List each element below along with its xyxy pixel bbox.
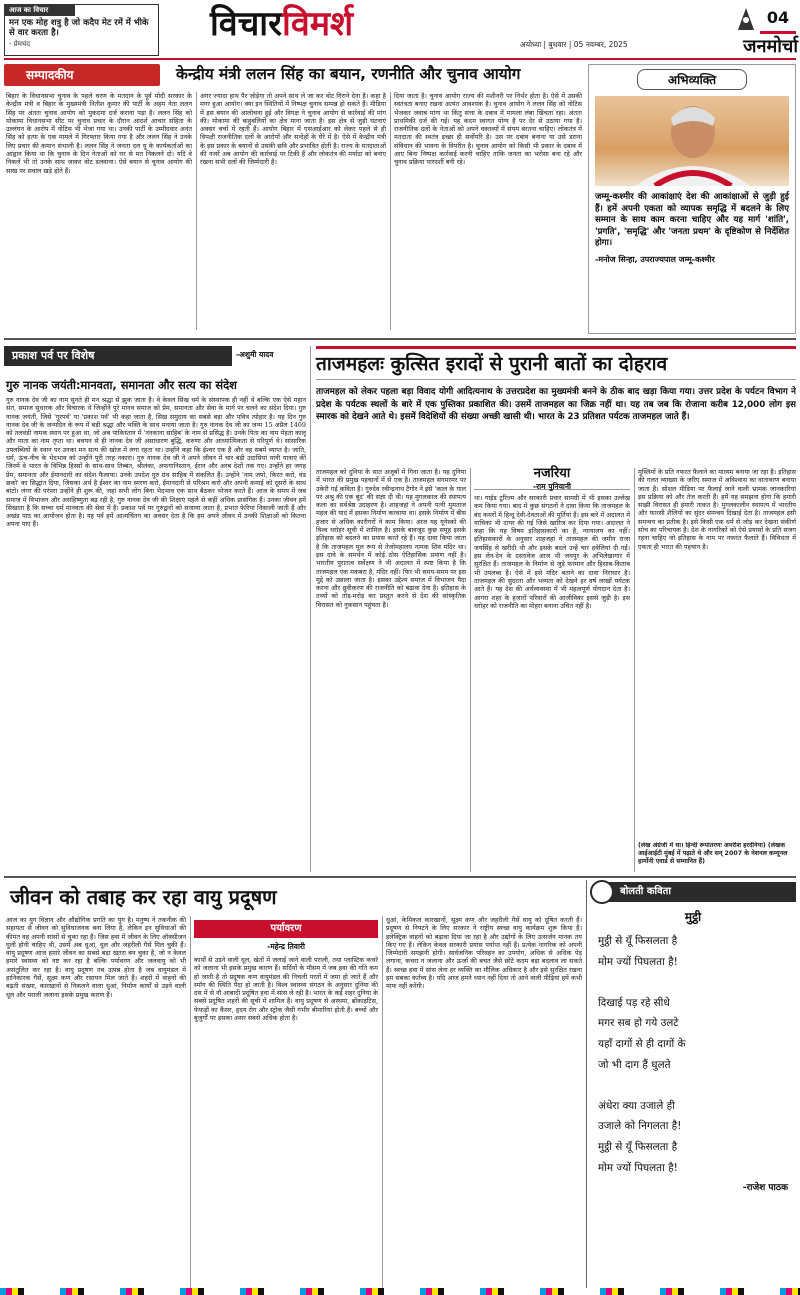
- nazariya-byline: -राम पुनियानी: [533, 482, 571, 491]
- poem-lines: [590, 931, 796, 1178]
- tajmahal-intro: ताजमहल को लेकर पहला बड़ा विवाद योगी आदित्यनाथ के उत्तरप्रदेश का मुख्यमंत्री बनने के ठीक बाद खड़ा किया गया। उत्तर प्रदेश के पर्यटन विभाग ने प्रदेश के पर्यटक स्थलों के बारे में एक पुस्तिका प्रकाशित की। उसमें ताजमहल का जिक्र नहीं था। यह तब जब कि रोजाना करीब 12,000 लोग इस स्मारक को देखने आते थे। इसमें विदेशियों की संख्या अच्छी खासी थी। भारत के 23 प्रतिशत पर्यटक ताजमहल जाते हैं।: [316, 387, 796, 422]
- registration-marks: [0, 1288, 800, 1295]
- editorial-column-2: अगर ज्यादा हाथ पैर जोड़ेगा तो अपने साथ ले जा कर वोट गिराने देना है। कहा है मगर हुआ आयोग। क्या इन स्थितियों में निष्पक्ष चुनाव सम्पन्न हो सकते हैं। मीडिया में इस बयान की आलोचना हुई और विपक्ष ने चुनाव आयोग से कार्रवाई की मांग की। मोकामा की बाहुबलियों का क्षेत्र माना जाता है। इस क्षेत्र से जुड़ी घटनाएं अक्सर चर्चा में रहती हैं। आयोग बिहार में एसआईआर को लेकर पहले से ही विपक्षी राजनीतिक दलों के आरोपों और सन्देहों के घेरे में है। ऐसे में केन्द्रीय मंत्री के इस प्रकार के बयानों से उसकी छवि और प्रभावित होती है। राज्य के मतदाताओं की नजरें अब आयोग की कार्रवाई पर टिकी हैं और लोकतंत्र की मर्यादा को बनाए रखना सभी दलों की जिम्मेदारी है।: [200, 92, 386, 167]
- prakash-parv-band: [4, 346, 232, 366]
- poem-author: -राजेश पाठक: [742, 1183, 788, 1194]
- masthead-brand: [210, 2, 353, 46]
- quote-of-day-author: - प्रेमचंद: [9, 40, 31, 48]
- abhivyakti-author: -मनोज सिन्हा, उपराज्यपाल जम्मू-कश्मीर: [595, 254, 715, 264]
- pollution-band-label: पर्यावरण: [270, 923, 302, 934]
- tajmahal-column-right: मुस्लिमों के प्रति नफरत फैलाने का माध्यम बनाया जा रहा है। इतिहास की गलत व्याख्या के जरिए समाज में अविश्वास का वातावरण बनाया जाता है। सोशल मीडिया पर फैलाई जाने वाली भ्रामक जानकारियां इस प्रक्रिया को और तेज करती हैं। हमें यह समझना होगा कि हमारी साझी विरासत ही हमारी ताकत है। मुगलकालीन स्थापत्य में भारतीय और फारसी शैलियों का सुंदर समन्वय दिखाई देता है। ताजमहल इसी समन्वय का प्रतीक है। इसे किसी एक धर्म से जोड़ कर देखना संकीर्ण सोच का परिचायक है। देश के नागरिकों को ऐसे प्रयासों के प्रति सजग रहना चाहिए जो इतिहास के नाम पर नफरत फैलाते हैं। विविधता में एकता ही भारत की पहचान है।: [638, 468, 796, 551]
- poem-line: यहाँ दागों से ही दागों के: [598, 1037, 686, 1050]
- pollution-byline: -महेन्द्र तिवारी: [267, 942, 305, 951]
- prakash-parv-label: प्रकाश पर्व पर विशेष: [12, 349, 95, 362]
- tajmahal-column-mid: था। गाईड टूरिज्म और सरकारी प्रचार सामग्री में भी इसका उल्लेख कम किया गया। बाद में कुछ संगठनों ने दावा किया कि ताजमहल के बंद कमरों में हिन्दू देवी-देवताओं की मूर्तियां हैं। इस बारे में अदालत में याचिका भी दायर की गई जिसे खारिज कर दिया गया। अदालत ने कहा कि यह विषय इतिहासकारों का है, न्यायालय का नहीं। इतिहासकारों के अनुसार शाहजहां ने ताजमहल की जमीन राजा जयसिंह से खरीदी थी और इसके बदले उन्हें चार हवेलियां दी गईं। इस लेन-देन के दस्तावेज आज भी जयपुर के अभिलेखागार में सुरक्षित हैं। ताजमहल के निर्माण से जुड़े फरमान और हिसाब-किताब भी उपलब्ध हैं। ऐसे में इसे मंदिर बताने का दावा निराधार है। ताजमहल की सुंदरता और भव्यता को देखने हर वर्ष लाखों पर्यटक आते हैं। यह देश की अर्थव्यवस्था में भी महत्वपूर्ण योगदान देता है। आगरा शहर के हजारों परिवारों की आजीविका इससे जुड़ी है। इस धरोहर को राजनीति का मोहरा बनाना उचित नहीं है।: [474, 494, 630, 610]
- abhivyakti-label: अभिव्यक्ति: [637, 69, 747, 90]
- poem-line: [598, 1075, 796, 1096]
- poem-line: उजाले को निगलता है!: [598, 1120, 682, 1133]
- quote-of-day-label: आज का विचार: [5, 5, 75, 16]
- editorial-column-1: बिहार के विधानसभा चुनाव के पहले चरण के मतदान के पूर्व मोदी सरकार के केन्द्रीय मंत्री व बिहार के मुख्यमंत्री नितीश कुमार की पार्टी के अहम नेता ललन सिंह पर अंततः चुनाव आयोग को मुकदमा दर्ज कराना पड़ा है। ललन सिंह को मोकामा विधानसभा सीट पर चुनाव प्रचार के दौरान आदर्श आचार संहिता के उल्लंघन के आरोप में नोटिस भी भेजा गया था। उनकी पार्टी के उम्मीदवार अनंत सिंह को हत्या के एक मामले में गिरफ्तार किया गया है और ललन सिंह ने उनके लिए प्रचार की कमान संभाली है। ललन सिंह ने जनता दल यू के कार्यकर्ताओं का आह्वान किया था कि चुनाव के दिन नेताओं को घर से मत निकलने दो। यदि वे निकलें भी तो उनके साथ जाकर वोट डलवाना। ऐसे बयान से चुनाव आयोग की साख पर सवाल खड़े होते हैं।: [6, 92, 192, 175]
- abhivyakti-box: [588, 64, 796, 334]
- prakash-parv-byline: -अशुमी यादव: [236, 350, 274, 359]
- quote-of-day-text: मन एक मोह शत्रु है जो कदैप मेट रमें में भीके से वार करता है।: [9, 18, 149, 38]
- pollution-headline: जीवन को तबाह कर रहा वायु प्रदूषण: [10, 885, 277, 909]
- poem-line: अंधेरा क्या उजाले ही: [598, 1099, 675, 1112]
- paper-name: जनमोर्चा: [743, 36, 798, 57]
- prakash-parv-headline: गुरु नानक जयंती:मानवता, समानता और सत्य का संदेश: [6, 378, 237, 392]
- tajmahal-headline: ताजमहलः कुत्सित इरादों से पुरानी बातों का दोहराव: [316, 346, 796, 380]
- poem-line: जो भी दाग हैं धुलते: [598, 1058, 671, 1071]
- tajmahal-footnote: (लेख अंग्रेजी में था। हिन्दी रूपांतरणः अमरीश हरदेनिया) (लेखक आईआईटी मुंबई में पढ़ाते थे और सन् 2007 के नेशनल कम्यूनल हार्मोनी एवार्ड से सम्मानित हैं): [638, 842, 788, 865]
- nazariya-box: [474, 466, 630, 490]
- poem-band-icon: [590, 880, 614, 904]
- dateline-bar: [520, 40, 670, 50]
- dateline: अयोध्या | बुधवार | 05 नवम्बर, 2025: [520, 40, 628, 49]
- quote-of-day-box: [4, 4, 159, 56]
- editorial-column-3: दिया जाता है। चुनाव आयोग राज्य की मशीनरी पर निर्भर होता है। ऐसे में उसकी स्वतंत्रता बनाए रखना अत्यंत आवश्यक है। चुनाव आयोग ने ललन सिंह को नोटिस भेजकर जवाब मांगा था किंतु सत्ता के दबाव में मामला लंबा खिंचता रहा। अंततः प्राथमिकी दर्ज की गई। यह कदम स्वागत योग्य है पर देर से उठाया गया है। राजनीतिक दलों के नेताओं को अपने वक्तव्यों में संयम बरतना चाहिए। लोकतंत्र में मतदाता की स्वतंत्र इच्छा ही सर्वोपरि है। उस पर दबाव बनाना या उसे डराना संविधान की भावना के विपरीत है। चुनाव आयोग को किसी भी प्रकार के दबाव में आए बिना निष्पक्ष कार्रवाई करनी चाहिए ताकि जनता का भरोसा बना रहे और चुनाव प्रक्रिया पारदर्शी बनी रहे।: [394, 92, 582, 167]
- poem-line: मुट्ठी से यूँ फिसलता है: [598, 1140, 678, 1153]
- tajmahal-column-left: ताजमहल को दुनिया के सात अजूबों में गिना जाता है। यह दुनिया में भारत की प्रमुख पहचानों में से एक है। ताजमहल संगमरमर पर उकेरी गई कविता है। गुरुदेव रवीन्द्रनाथ टैगोर ने इसे 'काल के गाल पर अश्रु की एक बूंद' की संज्ञा दी थी। यह मुगलकाल की स्थापत्य कला का सर्वश्रेष्ठ उदाहरण है। शाहजहां ने अपनी पत्नी मुमताज महल की याद में इसका निर्माण करवाया था। इसके निर्माण में बीस हजार से अधिक कारीगरों ने काम किया। आज यह यूनेस्को की विश्व धरोहर सूची में शामिल है। इसके बावजूद कुछ समूह इसके इतिहास को बदलने का प्रयास करते रहे हैं। यह दावा किया जाता है कि ताजमहल मूल रूप से तेजोमहालय नामक शिव मंदिर था। इस दावे के समर्थन में कोई ठोस ऐतिहासिक प्रमाण नहीं है। भारतीय पुरातत्व सर्वेक्षण ने भी अदालत में स्पष्ट किया है कि ताजमहल एक मकबरा है, मंदिर नहीं। फिर भी समय-समय पर इस मुद्दे को उछाला जाता है। इसका उद्देश्य समाज में विभाजन पैदा करना और ध्रुवीकरण की राजनीति को बढ़ावा देना है। इतिहास के तथ्यों को तोड़-मरोड़ कर प्रस्तुत करने से देश की सांस्कृतिक विरासत को नुकसान पहुंचता है।: [316, 468, 466, 609]
- nazariya-label: नजरिया: [533, 466, 571, 481]
- brand-right: विमर्श: [282, 4, 354, 44]
- poem-line: दिखाई पड़ रहे सीधे: [598, 996, 670, 1009]
- pollution-band: [194, 920, 378, 938]
- page-number: 04: [766, 8, 790, 27]
- pollution-column-1: आज का युग विज्ञान और औद्योगिक प्रगति का युग है। मनुष्य ने तकनीक की सहायता से जीवन को सुविधाजनक बना लिया है, लेकिन इन सुविधाओं की कीमत वह अपनी सांसों से चुका रहा है। जिस हवा में जीवन के लिए ऑक्सीजन घुली होनी चाहिए थी, उसमें अब धुआं, धूल और जहरीली गैसें मिल चुकी हैं। वायु प्रदूषण आज हमारे जीवन का सबसे बड़ा खतरा बन चुका है, जो न केवल हमारे स्वास्थ्य को नष्ट कर रहा है बल्कि पर्यावरण और जलवायु को भी असंतुलित कर रहा है। वायु प्रदूषण तब उत्पन्न होता है जब वायुमंडल में हानिकारक गैसें, सूक्ष्म कण और रसायन मिल जाते हैं। शहरों में वाहनों की बढ़ती संख्या, कारखानों से निकलने वाला धुआं, निर्माण कार्यों से उड़ने वाली धूल और पराली जलाना इसके प्रमुख कारण हैं।: [6, 916, 186, 999]
- poem-line: मोम ज्यों पिघलता है!: [598, 1161, 678, 1174]
- poem-box: [590, 882, 796, 1288]
- editorial-label: सम्पादकीय: [26, 68, 74, 82]
- poem-line: मुट्ठी से यूँ फिसलता है: [598, 935, 678, 947]
- poem-line: मोम ज्यों पिघलता है!: [598, 955, 678, 968]
- editorial-label-box: [4, 64, 160, 86]
- editorial-headline: केन्द्रीय मंत्री ललन सिंह का बयान, रणनीति और चुनाव आयोग: [176, 65, 521, 83]
- abhivyakti-portrait: [595, 96, 789, 186]
- prakash-parv-body: गुरु नानक देव जी का नाम सुनते ही मन श्रद्धा से झुक जाता है। वे केवल सिख धर्म के संस्थापक ही नहीं थे बल्कि एक ऐसे महान संत, समाज सुधारक और विचारक थे जिन्होंने पूरे मानव समाज को प्रेम, समानता और सेवा के मार्ग पर चलने का संदेश दिया। गुरु नानक जयंती, जिसे 'गुरपर्व' या 'प्रकाश पर्व' भी कहा जाता है, सिख समुदाय का सबसे बड़ा और पवित्र त्योहार है। यह दिन गुरु नानक देव जी के जन्मदिन के रूप में बड़ी श्रद्धा और भक्ति के साथ मनाया जाता है। गुरु नानक देव जी का जन्म 15 अप्रैल 1469 को तलवंडी नामक स्थान पर हुआ था, जो अब पाकिस्तान में 'ननकाना साहिब' के नाम से प्रसिद्ध है। उनके पिता का नाम मेहता कालू और माता का नाम तृप्ता था। बचपन से ही नानक देव जी असाधारण बुद्धि, करुणा और आध्यात्मिकता से परिपूर्ण थे। सांसारिक उपलब्धियों के स्थान पर उनका मन सत्य की खोज में लगा रहता था। उन्होंने कहा कि ईश्वर एक है और वह सबमें व्याप्त है। जाति, धर्म, ऊंच-नीच के भेदभाव को उन्होंने पूरी तरह नकारा। गुरु नानक देव जी ने अपने जीवन में चार बड़ी उदासियां यानी यात्राएं कीं जिनमें वे भारत के विभिन्न हिस्सों के साथ-साथ तिब्बत, श्रीलंका, अफगानिस्तान, ईरान और अरब देशों तक गए। उन्होंने हर जगह प्रेम, समानता और ईमानदारी का संदेश फैलाया। उनके उपदेश गुरु ग्रंथ साहिब में संकलित हैं। उन्होंने 'नाम जपो, किरत करो, वंड छको' का सिद्धांत दिया, जिसका अर्थ है ईश्वर का नाम स्मरण करो, ईमानदारी से परिश्रम करो और अपनी कमाई को दूसरों के साथ बांटो। लंगर की परंपरा उन्होंने ही शुरू की, जहां सभी लोग बिना भेदभाव एक साथ बैठकर भोजन करते हैं। आज के समय में जब समाज में विभाजन और असहिष्णुता बढ़ रही है, गुरु नानक देव जी की शिक्षाएं पहले से कहीं अधिक प्रासंगिक हैं। उनका जीवन हमें सिखाता है कि सच्चा धर्म मानवता की सेवा में है। प्रकाश पर्व पर गुरुद्वारों को सजाया जाता है, प्रभात फेरियां निकाली जाती हैं और अखंड पाठ का आयोजन होता है। यह पर्व हमें आत्मचिंतन का अवसर देता है कि हम अपने जीवन में उनकी शिक्षाओं को कितना अपना पाए हैं।: [6, 396, 306, 529]
- page-number-box: [760, 6, 796, 34]
- poem-title: मुट्ठी: [684, 910, 702, 924]
- pollution-column-3: धुआं, केमिकल कारखानों, सूक्ष्म कण और जहरीली गैसें वायु को दूषित करती हैं। प्रदूषण से निपटने के लिए सरकार ने राष्ट्रीय स्वच्छ वायु कार्यक्रम शुरू किया है। इलेक्ट्रिक वाहनों को बढ़ावा दिया जा रहा है और उद्योगों के लिए उत्सर्जन मानक तय किए गए हैं। लेकिन केवल सरकारी प्रयास पर्याप्त नहीं हैं। प्रत्येक नागरिक को अपनी जिम्मेदारी समझनी होगी। सार्वजनिक परिवहन का उपयोग, अधिक से अधिक पेड़ लगाना, कचरा न जलाना और ऊर्जा की बचत जैसे छोटे कदम बड़ा बदलाव ला सकते हैं। स्वच्छ हवा में सांस लेना हर व्यक्ति का मौलिक अधिकार है और इसे सुरक्षित रखना हम सबका कर्तव्य है। यदि आज हमने ध्यान नहीं दिया तो आने वाली पीढ़ियां हमें कभी माफ नहीं करेंगी।: [386, 916, 582, 991]
- pollution-column-2: कार्यों से उड़ने वाली धूल, खेतों में जलाई जाने वाली पराली, तथा प्लास्टिक कचरे को जलाना भी इसके प्रमुख कारण हैं। सर्दियों के मौसम में जब हवा की गति कम हो जाती है तो प्रदूषक कण वायुमंडल की निचली परतों में जमा हो जाते हैं और स्मॉग की स्थिति पैदा हो जाती है। विश्व स्वास्थ्य संगठन के अनुसार दुनिया की दस में से नौ आबादी प्रदूषित हवा में सांस ले रही है। भारत के कई शहर दुनिया के सबसे प्रदूषित शहरों की सूची में शामिल हैं। वायु प्रदूषण से अस्थमा, ब्रोंकाइटिस, फेफड़ों का कैंसर, हृदय रोग और स्ट्रोक जैसी गंभीर बीमारियां होती हैं। बच्चों और बुजुर्गों पर इसका असर सबसे अधिक होता है।: [194, 956, 378, 1023]
- poem-band: [596, 882, 796, 902]
- paper-logo-icon: [736, 6, 756, 32]
- abhivyakti-quote: जम्मू-कश्मीर की आकांक्षाएं देश की आकांक्षाओं से जुड़ी हुई हैं। हमें अपनी एकता को व्यापक समृद्धि में बदलने के लिए सम्मान के साथ काम करना चाहिए और यह मार्ग 'शांति', 'प्रगति', 'समृद्धि' और 'जनता प्रथम' के दृष्टिकोण से निर्देशित होगा।: [595, 192, 789, 249]
- poem-line: [598, 972, 796, 993]
- brand-left: विचार: [210, 4, 283, 44]
- poem-band-label: बोलती कविता: [620, 886, 671, 897]
- poem-line: मगर सब हो गये उलटे: [598, 1017, 679, 1030]
